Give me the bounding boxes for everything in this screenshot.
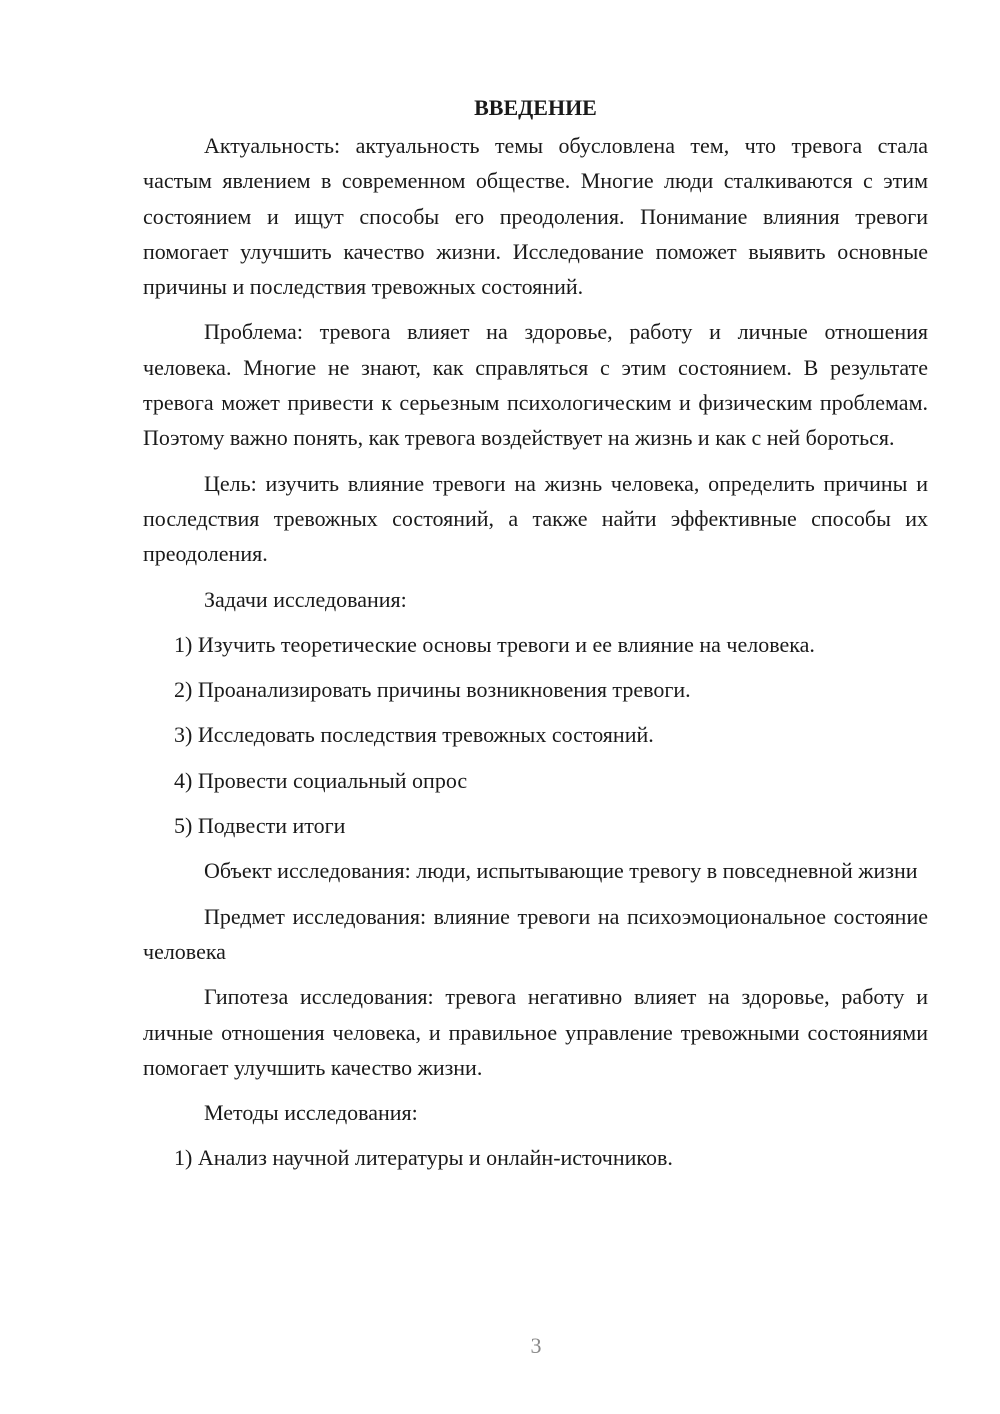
subject-paragraph: Предмет исследования: влияние тревоги на психоэмоциональное состояние человека [143, 903, 928, 964]
method-item-1: 1) Анализ научной литературы и онлайн-источников. [174, 1145, 673, 1171]
hypothesis-paragraph: Гипотеза исследования: тревога негативно влияет на здоровье, работу и личные отношения человека, и правильное управление тревожными состояниями помогает улучшить качество жизни. [143, 984, 928, 1080]
problem-paragraph: Проблема: тревога влияет на здоровье, работу и личные отношения человека. Многие не знают, как справляться с этим состоянием. В результате тревога может привести к серьезным психологическим и физическим проблемам. Поэтому важно понять, как тревога воздействует на жизнь и как с ней бороться. [143, 319, 928, 451]
relevance-paragraph: Актуальность: актуальность темы обусловлена тем, что тревога стала частым явлением в современном обществе. Многие люди сталкиваются с этим состоянием и ищут способы его преодоления. Понимание влияния тревоги помогает улучшить качество жизни. Исследование поможет выявить основные причины и последствия тревожных состояний. [143, 133, 928, 300]
document-page [143, 90, 928, 1186]
object-paragraph: Объект исследования: люди, испытывающие тревогу в повседневной жизни [204, 858, 918, 884]
methods-heading: Методы исследования: [204, 1100, 418, 1126]
task-item-3: 3) Исследовать последствия тревожных состояний. [174, 722, 654, 748]
document-title: ВВЕДЕНИЕ [474, 95, 597, 120]
task-item-1: 1) Изучить теоретические основы тревоги и ее влияние на человека. [174, 631, 815, 657]
task-item-5: 5) Подвести итоги [174, 813, 346, 839]
tasks-heading: Задачи исследования: [204, 586, 407, 612]
task-item-4: 4) Провести социальный опрос [174, 767, 468, 793]
task-item-2: 2) Проанализировать причины возникновения тревоги. [174, 677, 691, 703]
page-number: 3 [530, 1333, 542, 1358]
goal-paragraph: Цель: изучить влияние тревоги на жизнь человека, определить причины и последствия тревожных состояний, а также найти эффективные способы их преодоления. [143, 470, 928, 567]
